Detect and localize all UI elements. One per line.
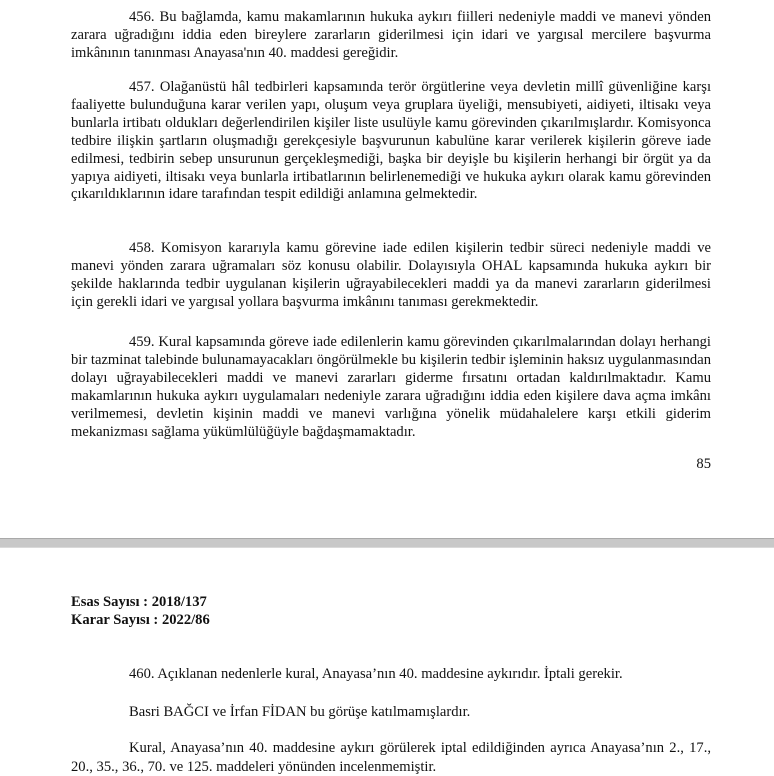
dissent-note: Basri BAĞCI ve İrfan FİDAN bu görüşe katılmamışlardır. — [129, 704, 471, 720]
page-number: 85 — [696, 456, 711, 472]
case-number-esas: Esas Sayısı : 2018/137 — [71, 594, 207, 610]
paragraph-460: 460. Açıklanan nedenlerle kural, Anayasa’nın 40. maddesine aykırıdır. İptali gerekir. — [129, 666, 623, 682]
paragraph-kural: Kural, Anayasa’nın 40. maddesine aykırı görülerek iptal edildiğinden ayrıca Anayasa’nın 2., 17., 20., 35., 36., 70. ve 125. maddeleri yönünden incelenmemiştir. — [71, 740, 711, 775]
paragraph-456: 456. Bu bağlamda, kamu makamlarının hukuka aykırı fiilleri nedeniyle maddi ve manevi yönden zarara uğradığını iddia eden bireylere zararların giderilmesi için idari ve yargısal mercilere başvurma imkânının tanınması Anayasa'nın 40. maddesi gereğidir. — [71, 9, 711, 61]
paragraph-459: 459. Kural kapsamında göreve iade edilenlerin kamu görevinden çıkarılmalarından dolayı herhangi bir tazminat talebinde bulunamayacakları öngörülmekle bu kişilerin tedbir işleminin haksız uygulanmasından dolayı uğrayabilecekleri maddi ve manevi zararları giderme fırsatını ortadan kaldırılmaktadır. Kamu makamlarının hukuka aykırı uygulamaları nedeniyle zarara uğradığını iddia eden kişilere dava açma imkânı verilmemesi, devletin kişinin maddi ve manevi varlığına yönelik müdahalelere karşı etkili giderim mekanizması sağlama yükümlülüğüyle bağdaşmamaktadır. — [71, 334, 711, 440]
decision-number-karar: Karar Sayısı : 2022/86 — [71, 612, 210, 628]
paragraph-458: 458. Komisyon kararıyla kamu görevine iade edilen kişilerin tedbir süreci nedeniyle maddi ve manevi yönden zarara uğramaları söz konusu olabilir. Dolayısıyla OHAL kapsamında hukuka aykırı bir şekilde haklarında tedbir uygulanan kişilerin uğrayabilecekleri maddi ya da manevi zararların giderilmesi için gerekli idari ve yargısal yollara başvurma imkânını tanıması gerekmektedir. — [71, 240, 711, 310]
paragraph-457: 457. Olağanüstü hâl tedbirleri kapsamında terör örgütlerine veya devletin millî güvenliğine karşı faaliyette bulunduğuna karar verilen yapı, oluşum veya gruplara üyeliği, mensubiyeti, aidiyeti, iltisakı veya bunlarla irtibatı oldukları değerlendirilen kişiler liste usulüyle kamu görevinden çıkarılmışlardır. Komisyonca tedbire ilişkin şartların oluşmadığı gerekçesiyle başvurunun kabulüne karar verilerek kişilerin göreve iade edilmesi, tedbirin sebep unsurunun gerçekleşmediği, başka bir deyişle bu kişilerin herhangi bir örgüt ya da yapıya aidiyeti, iltisakı veya bunlarla irtibatlarının belirlenemediği ve hukuka aykırı olarak kamu görevinden çıkarıldıklarının idare tarafından tespit edildiği anlamına gelmektedir. — [71, 79, 711, 203]
page-separator — [0, 538, 774, 548]
